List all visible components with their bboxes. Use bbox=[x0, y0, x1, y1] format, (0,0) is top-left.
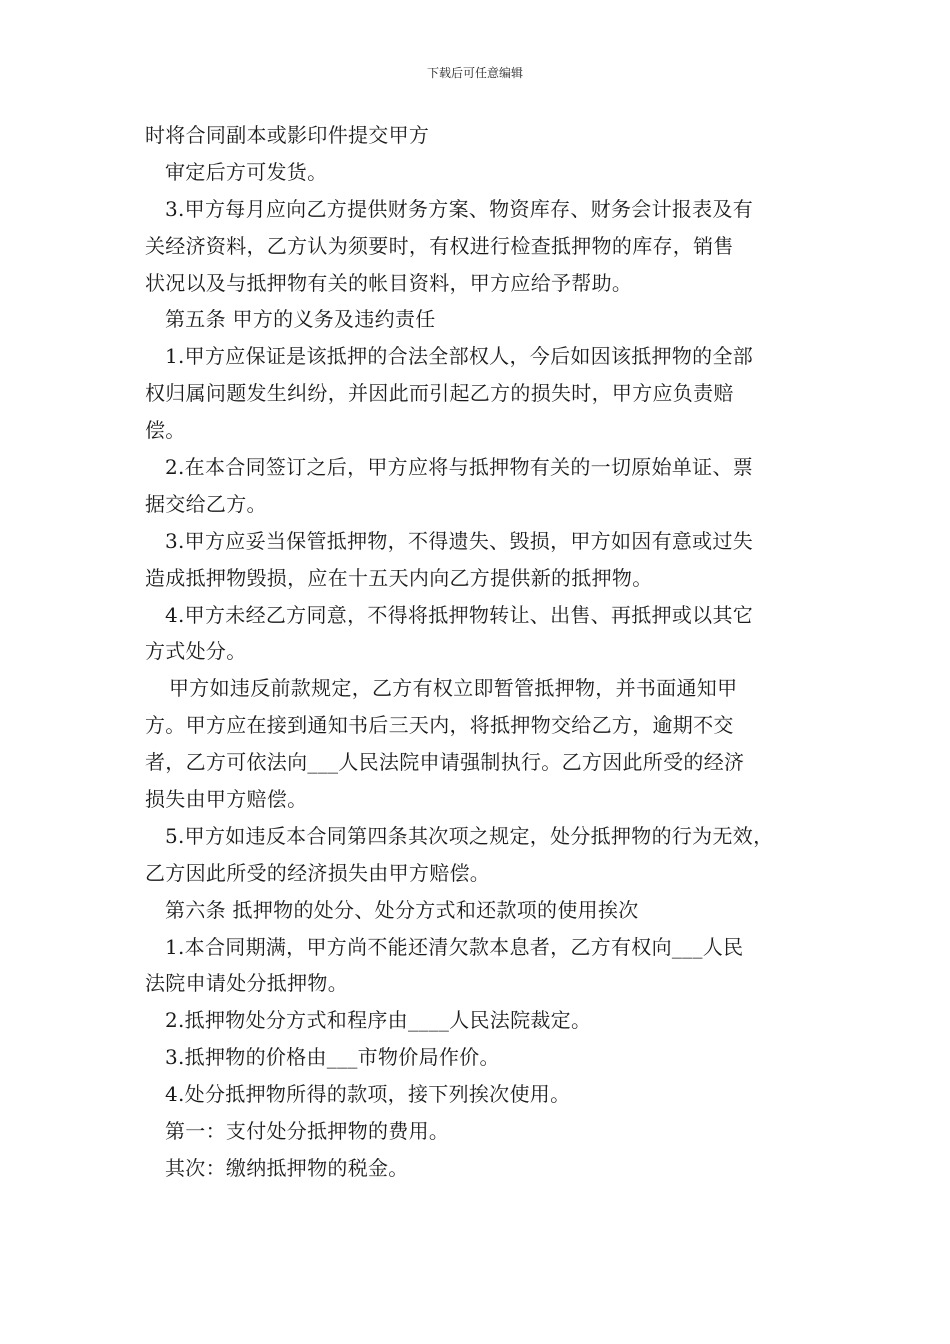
text-line: 甲方如违反前款规定，乙方有权立即暂管抵押物，并书面通知甲 bbox=[169, 676, 738, 701]
text-line: 者，乙方可依法向___人民法院申请强制执行。乙方因此所受的经济 bbox=[145, 750, 745, 775]
text-line: 4.处分抵押物所得的款项，接下列挨次使用。 bbox=[165, 1082, 571, 1107]
text-line: 法院申请处分抵押物。 bbox=[145, 971, 348, 996]
text-line: 3.甲方每月应向乙方提供财务方案、物资库存、财务会计报表及有 bbox=[165, 196, 754, 221]
text-line: 1.甲方应保证是该抵押的合法全部权人，今后如因该抵押物的全部 bbox=[165, 344, 754, 369]
text-line: 第六条 抵押物的处分、处分方式和还款项的使用挨次 bbox=[165, 897, 639, 922]
text-line: 第一：支付处分抵押物的费用。 bbox=[165, 1119, 450, 1144]
text-line: 3.甲方应妥当保管抵押物，不得遗失、毁损，甲方如因有意或过失 bbox=[165, 528, 754, 553]
text-line: 3.抵押物的价格由___市物价局作价。 bbox=[165, 1045, 500, 1070]
text-line: 2.抵押物处分方式和程序由____人民法院裁定。 bbox=[165, 1008, 592, 1033]
text-line: 权归属问题发生纠纷，并因此而引起乙方的损失时，甲方应负责赔 bbox=[145, 381, 734, 406]
text-line: 偿。 bbox=[145, 418, 186, 443]
text-line: 其次：缴纳抵押物的税金。 bbox=[165, 1155, 409, 1180]
text-line: 状况以及与抵押物有关的帐目资料，甲方应给予帮助。 bbox=[145, 270, 633, 295]
document-body bbox=[145, 117, 815, 1187]
text-line: 5.甲方如违反本合同第四条其次项之规定，处分抵押物的行为无效， bbox=[165, 823, 774, 848]
text-line: 4.甲方未经乙方同意，不得将抵押物转让、出售、再抵押或以其它 bbox=[165, 602, 754, 627]
text-line: 时将合同副本或影印件提交甲方 bbox=[145, 123, 430, 147]
text-line: 据交给乙方。 bbox=[145, 491, 267, 516]
text-line: 关经济资料，乙方认为须要时，有权进行检查抵押物的库存，销售 bbox=[145, 233, 734, 258]
text-line: 造成抵押物毁损，应在十五天内向乙方提供新的抵押物。 bbox=[145, 565, 653, 590]
text-line: 2.在本合同签订之后，甲方应将与抵押物有关的一切原始单证、票 bbox=[165, 455, 754, 480]
text-line: 第五条 甲方的义务及违约责任 bbox=[165, 307, 436, 332]
text-line: 方式处分。 bbox=[145, 639, 247, 664]
text-line: 方。甲方应在接到通知书后三天内，将抵押物交给乙方，逾期不交 bbox=[145, 713, 734, 738]
text-line: 损失由甲方赔偿。 bbox=[145, 787, 308, 812]
text-line: 审定后方可发货。 bbox=[165, 159, 328, 184]
text-line: 乙方因此所受的经济损失由甲方赔偿。 bbox=[145, 860, 491, 885]
page-header-note: 下载后可任意编辑 bbox=[426, 66, 523, 80]
text-line: 1.本合同期满，甲方尚不能还清欠款本息者，乙方有权向___人民 bbox=[165, 934, 744, 959]
